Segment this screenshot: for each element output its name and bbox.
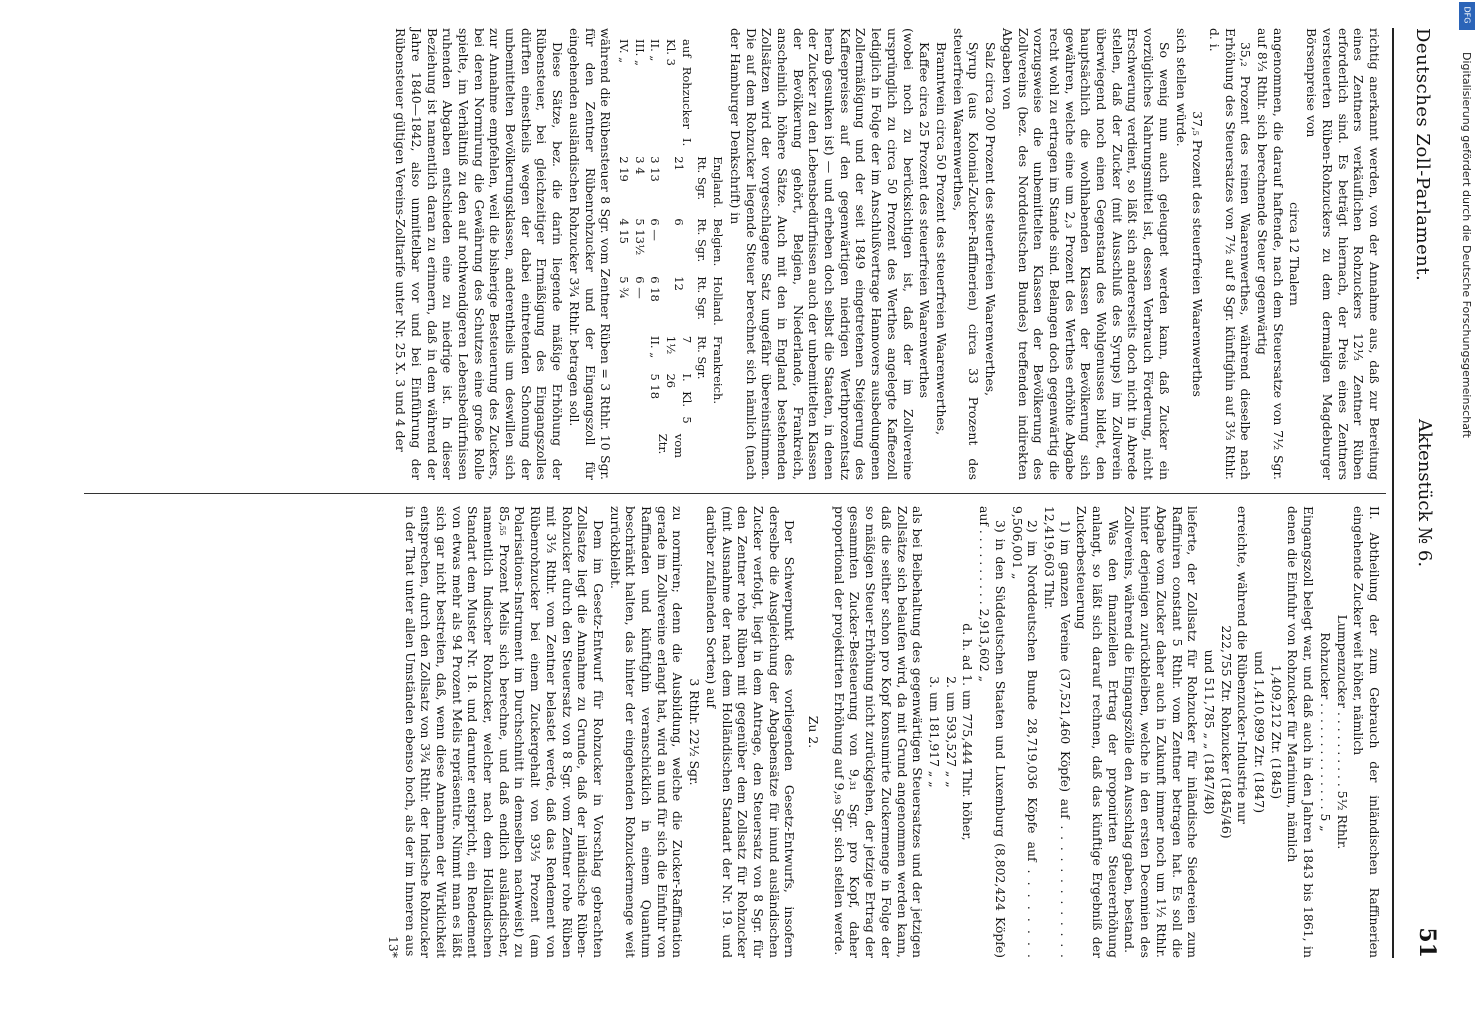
list-item: und 1,410,899 Ztr. (1847) <box>1252 650 1268 814</box>
paragraph: II. Abtheilung der zum Gebrauch der inländischen Raffinerien eingehende Zucker weit höher, nämlich <box>1351 506 1382 958</box>
table-cell: I. Kl. 5 26 <box>664 373 694 424</box>
table-header-cell: England. <box>711 156 726 209</box>
list-item: und 511,785 „ „ (1847/48) <box>1201 649 1217 815</box>
paragraph: circa 12 Thalern <box>1287 202 1303 306</box>
table-cell: II. „ <box>648 335 663 359</box>
page-number: 51 <box>1414 927 1440 958</box>
table-cell: Rt. Sgr. <box>695 156 710 200</box>
list-item: 2. um 593,527 „ „ <box>943 676 959 788</box>
table-row <box>615 34 631 480</box>
paragraph: erreichte, während die Rübenzucker-Industrie nur <box>1235 506 1251 824</box>
right-column <box>384 506 1382 958</box>
digitization-credit <box>1459 12 1475 972</box>
table-cell <box>615 331 631 369</box>
column-divider <box>84 493 1386 494</box>
table-cell: 5 ¾ <box>616 276 631 299</box>
paragraph: Diese Sätze, bez. die darin liegende mäßige Erhöhung der Rübensteuer, bei gleichzeitiger Ermäßigung des Eingangszolles dürften einestheils wegen der dabei eintretenden Schonung der unbemittelten Bevölkerungsklassen, anderentheils um deswillen sich zur Annahme empfehlen, weil die bisherige Besteuerung des Zuckers, bei deren Normirung die Gewährung des Schutzes eine große Rolle spielte, im Verhältniß zu den auf nothwendigeren Lebensbedürfnissen ruhenden Abgaben entschieden eine zu niedrige ist. In dieser Beziehung ist namentlich daran zu erinnern, daß in dem während der Jahre 1840—1842, also unmittelbar vor und bei Einführung der Rübensteuer gültigen Vereins-Zolltarife unter Nr. 25 X. 3 und 4 der <box>393 28 566 480</box>
dfg-logo: DFG <box>1459 2 1475 30</box>
table-cell: 7 1½ <box>664 335 694 355</box>
table-cell: Rt. Sgr. <box>695 276 710 320</box>
table-cell <box>615 368 631 428</box>
list-item: 3. um 181,917 „ „ <box>927 676 943 788</box>
tax-rate-table <box>615 34 725 480</box>
table-header-row <box>709 34 725 480</box>
paragraph: (wobei noch zu berücksichtigen ist, daß der im Zollvereine ursprünglich zu circa 50 Prozent des Werthes angelegte Kaffeezoll lediglich in Folge der im Anschlußvertrage Hannovers ausbedungenen Zollermäßigung und der seit 1849 eingetretenen Steigerung des Kaffeepreises auf den gegenwärtigen niedrigen Werthprozentsatz herab gesunken ist) — und erheben doch selbst die Staaten, in denen der Zucker zu den Lebensbedürfnissen auch der unbemittelten Klassen der Bevölkerung gehört, Belgien, Niederlande, Frankreich, anscheinlich höhere Sätze. Auch mit den in England bestehenden Zollsätzen wird der vorgeschlagene Satz ungefähr übereinstimmen. Die auf dem Rohzucker liegende Steuer berechnet sich nämlich (nach der Hamburger Denkschrift) in <box>727 28 916 480</box>
paragraph: richtig anerkannt werden, von der Annahme aus, daß zur Bereitung eines Zentners verkäuflichen Rohzuckers 12⅓ Zentner Rüben erforderlich sind. Es beträgt hiernach, der Preis eines Zentners versteuerten Rüben-Rohzuckers zu dem dermaligen Magdeburger Börsenpreise von <box>1304 28 1382 480</box>
table-cell: 4 15 <box>616 218 631 244</box>
section-heading: Zu 2. <box>806 715 822 749</box>
table-cell: II. „ <box>648 39 663 62</box>
table-cell: 21 <box>671 156 686 171</box>
list-item: Syrup (aus Kolonial-Zucker-Raffinerien) circa 33 Prozent des steuerfreien Waarenwerthes, <box>950 28 982 480</box>
paragraph: lieferte, der Zollsatz für Rohzucker für inländische Siedereien zum Raffiniren constant 5 Rthlr. vom Zentner betragen hat. Es soll die Abgabe vom Zucker daher auch in Zukunft immer noch um 1½ Rthlr. hinter derjenigen zurückbleiben, welche in den ersten Decennien des Zollvereins, während die Eingangszölle den Ausschlag gaben, bestand. <box>1122 506 1201 958</box>
header-left-title: Deutsches Zoll-Parlament. <box>1412 28 1433 282</box>
header-document-number: Aktenstück № 6. <box>1414 418 1435 568</box>
list-item: 1,409,212 Ztr. (1845) <box>1268 664 1284 800</box>
rotated-page-content <box>64 18 1444 968</box>
paragraph: Der Schwerpunkt des vorliegenden Gesetz-Entwurfs, insofern derselbe die Ausgleichung der Abgabensätze für inund ausländischen Zucker verfolgt, liegt in dem Antrage, den Steuersatz von 8 Sgr. für den Zentner rohe Rüben mit gegenüber dem Zollsatz für Rohzucker (mit Ausnahme der nach dem Holländischen Standart der Nr. 19. und darüber zufallenden Sorten) auf <box>703 506 798 958</box>
table-cell: 5 13½ <box>632 218 647 256</box>
table-header-cell: Holland. <box>711 276 726 326</box>
table-row <box>647 34 663 480</box>
paragraph: So wenig nun auch geleugnet werden kann, daß Zucker ein vorzügliches Nahrungsmittel ist, dessen Verbrauch Förderung, nicht Erschwerung verdient, so läßt sich andererseits doch nicht in Abrede stellen, daß der Zucker (mit Ausschluß des Syrups) im Zollverein überwiegend noch einen Gegenstand des Wohlgenusses bildet, den hauptsächlich die wohlhabenden Klassen der Bevölkerung sich gewähren, welche eine um 2,₃ Prozent des Werthes erhöhte Abgabe recht wohl zu ertragen im Stande sind. Belangen doch gegenwärtig die vorzugsweise die unbemittelten Klassen der Bevölkerung des Zollvereins (bez. des Norddeutschen Bundes) treffenden indirekten Abgaben von <box>999 28 1172 480</box>
list-item: 222,755 Ztr. Rohzucker (1845/46) <box>1218 625 1234 839</box>
paragraph: 35,₂ Prozent des reinen Waarenwerthes, während dieselbe nach Erhöhung des Steuersatzes von 7½ auf 8 Sgr. künftighin auf 3⅓ Rthlr. d. i. <box>1206 28 1254 480</box>
table-cell: 3 13 <box>648 156 663 182</box>
table-header-cell: Frankreich. <box>711 335 726 405</box>
list-item: Kaffee circa 25 Prozent des steuerfreien Waarenwerthes <box>917 42 933 399</box>
table-row <box>662 34 693 480</box>
list-item: d. h. ad 1. um 775,444 Thlr. höher, <box>960 623 976 841</box>
left-column <box>391 28 1382 480</box>
table-cell: III. „ <box>632 39 647 66</box>
table-cell: 12 <box>671 276 686 291</box>
digitization-credit-text: Digitalisierung gefördert durch die Deutsche Forschungsgemeinschaft <box>1460 52 1473 438</box>
table-subheader-row <box>694 34 710 480</box>
table-cell: 6 — <box>632 276 647 299</box>
list-item: Lumpenzucker . . . . . . . . . . 5½ Rthlr. <box>1334 614 1350 850</box>
list-item: Rohzucker . . . . . . . . . . . . . . 5 „ <box>1317 632 1333 832</box>
table-cell: 2 19 <box>616 156 631 182</box>
paragraph: 37,₅ Prozent des steuerfreien Waarenwerthes <box>1190 111 1206 397</box>
table-cell: 6 <box>671 218 686 226</box>
table-unit: vom Ztr. <box>656 433 686 459</box>
paragraph: als bei Beibehaltung des gegenwärtigen Steuersatzes und der jetzigen Zollsätze sich belaufen wird, da mit Grund angenommen werden kann, daß die seither schon pro Kopf konsumirte Zuckermenge in Folge der so mäßigen Steuer-Erhöhung nicht zurückgehen, der jetzige Ertrag der gesammten Zucker-Besteuerung von 9,₃₁ Sgr. pro Kopf, daher proportional der projektirten Erhöhung auf 9,₉₃ Sgr. sich stellen werde. <box>831 506 926 958</box>
table-cell: 5 18 <box>648 373 663 400</box>
signature-mark: 13* <box>385 936 401 958</box>
table-row <box>631 34 647 480</box>
page-header <box>1392 28 1444 958</box>
paragraph: angenommen, die darauf haftende, nach dem Steuersatze von 7½ Sgr. auf 8⅓ Rthlr. sich berechnende Steuer gegenwärtig <box>1255 28 1286 480</box>
list-item: 3 Rthlr. 22½ Sgr. <box>687 678 703 786</box>
paragraph: Eingangszoll belegt war, und daß auch in den Jahren 1843 bis 1861, in denen die Einfuhr von Rohzucker für Marinium, nämlich <box>1285 506 1317 958</box>
list-item: 1) im ganzen Vereine (37,521,460 Köpfe) auf . . . . . . . . . . . . . 12,419,603 Thlr. <box>1041 506 1073 958</box>
paragraph: Dem im Gesetz-Entwurf für Rohzucker in Vorschlag gebrachten Zollsatze liegt die Annahme zu Grunde, daß der inländische Rüben-Rohzucker durch den Steuersatz von 8 Sgr. vom Zentner rohe Rüben mit 3⅓ Rthlr. vom Zentner belastet werde, daß das Rendement von Rübenrohzucker bei einem Zuckergehalt von 93⅓ Prozent (am Polarisations-Instrument im Durchschnitt in demselben nachweist) zu 85,₅₅ Prozent Melis sich berechne, und daß endlich ausländischer, namentlich Indischer Rohzucker, welcher nach dem Holländischen Standart dem Muster Nr. 18. und darunter entspricht, ein Rendement von etwas mehr als 94 Prozent Melis repräsentire. Nimmt man es läßt sich gar nicht bestreiten, daß, wenn diese Annahmen der Wirklichkeit entsprechen, durch den Zollsatz von 3¾ Rthlr. der Indische Rohzucker in der That unter allen Umständen ebenso hoch, als der im Inneren aus <box>402 506 606 958</box>
table-cell: IV. „ <box>616 39 631 64</box>
table-header-cell: Belgien. <box>711 218 726 267</box>
table-cell: 3 4 <box>632 156 647 175</box>
paragraph: sich stellen würde. <box>1173 28 1189 147</box>
paragraph: zu normiren; denn die Ausbildung, welche die Zucker-Raffination gerade im Zollvereine erlangt hat, wird an und für sich die Einfuhr von Raffinaden und künftighin veranschicklich in einem Quantum beschränkt halten, das hinter der eingehenden Rohzuckermenge weit zurückbleibt. <box>607 506 686 958</box>
paragraph: Was den finanziellen Ertrag der proponirten Steuererhöhung anlangt, so läßt sich darauf rechnen, daß das künftige Ergebniß der Zuckerbesteuerung <box>1074 506 1121 958</box>
table-cell: Rt. Sgr. <box>695 335 710 380</box>
list-item: Salz circa 200 Prozent des steuerfreien Waarenwerthes, <box>983 42 999 397</box>
table-cell <box>631 331 647 369</box>
list-item: 2) im Norddeutschen Bunde 28,719,036 Köpfe auf . . . . . . . . 9,506,001 „ <box>1009 506 1041 958</box>
list-item: Branntwein circa 50 Prozent des steuerfreien Waarenwerthes, <box>934 42 950 436</box>
table-cell: 6 18 <box>648 276 663 302</box>
table-cell: Rt. Sgr. <box>695 218 710 263</box>
table-cell: auf Rohzucker I. Kl. 3 <box>664 39 694 147</box>
paragraph: während die Rübensteuer 8 Sgr. vom Zentner Rüben = 3 Rthlr. 10 Sgr. für den Zentner Rübenrohzucker und der Eingangszoll für eingehenden ausländischen Rohzucker 3¾ Rthlr. betragen soll. <box>566 28 614 480</box>
list-item: 3) in den Süddeutschen Staaten und Luxemburg (8,802,424 Köpfe) auf . . . . . . . . . . 2,913,602 „ <box>977 506 1008 958</box>
table-cell <box>631 368 647 428</box>
table-cell: 6 — <box>648 218 663 241</box>
